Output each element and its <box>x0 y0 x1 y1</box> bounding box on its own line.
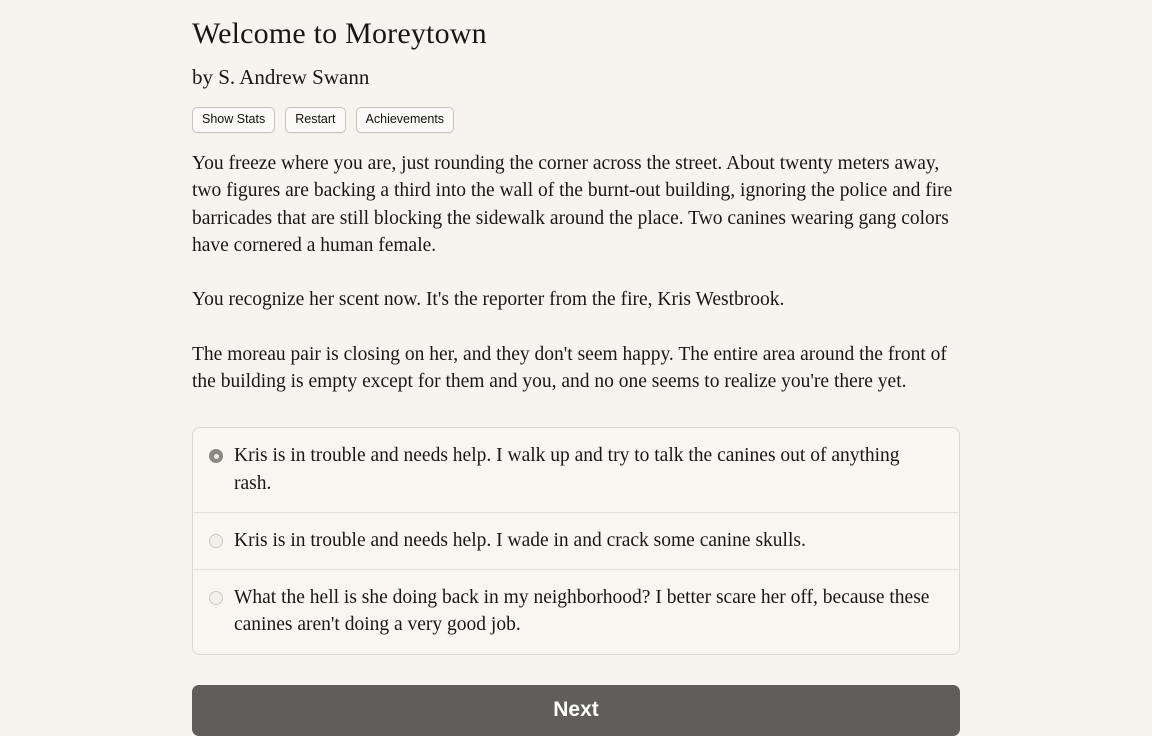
next-button[interactable]: Next <box>192 685 960 736</box>
choice-label: What the hell is she doing back in my neighborhood? I better scare her off, because these canines aren't doing a very good job. <box>234 587 930 636</box>
achievements-button[interactable]: Achievements <box>356 107 455 133</box>
content-container <box>192 0 960 736</box>
author-byline: by S. Andrew Swann <box>192 65 370 89</box>
show-stats-button[interactable]: Show Stats <box>192 107 275 133</box>
choice-list <box>192 427 960 654</box>
story-paragraph: You recognize her scent now. It's the reporter from the fire, Kris Westbrook. <box>192 289 785 311</box>
radio-button-icon[interactable] <box>209 591 223 605</box>
story-paragraph: You freeze where you are, just rounding the corner across the street. About twenty meters away, two figures are backing a third into the wall of the burnt-out building, ignoring the police and fire barricades that are still blocking the sidewalk around the place. Two canines wearing gang colors have cornered a human female. <box>192 153 953 257</box>
choice-option[interactable] <box>193 513 959 570</box>
choice-option[interactable] <box>193 428 959 513</box>
choice-label: Kris is in trouble and needs help. I walk up and try to talk the canines out of anything rash. <box>234 445 900 494</box>
choice-option[interactable] <box>193 570 959 654</box>
story-text <box>192 133 960 395</box>
story-paragraph: The moreau pair is closing on her, and they don't seem happy. The entire area around the front of the building is empty except for them and you, and no one seems to realize you're there yet. <box>192 343 947 392</box>
toolbar <box>192 90 960 133</box>
restart-button[interactable]: Restart <box>285 107 345 133</box>
radio-button-icon[interactable] <box>209 449 223 463</box>
choice-label: Kris is in trouble and needs help. I wade in and crack some canine skulls. <box>234 529 806 551</box>
radio-button-icon[interactable] <box>209 534 223 548</box>
page-title: Welcome to Moreytown <box>192 17 487 50</box>
